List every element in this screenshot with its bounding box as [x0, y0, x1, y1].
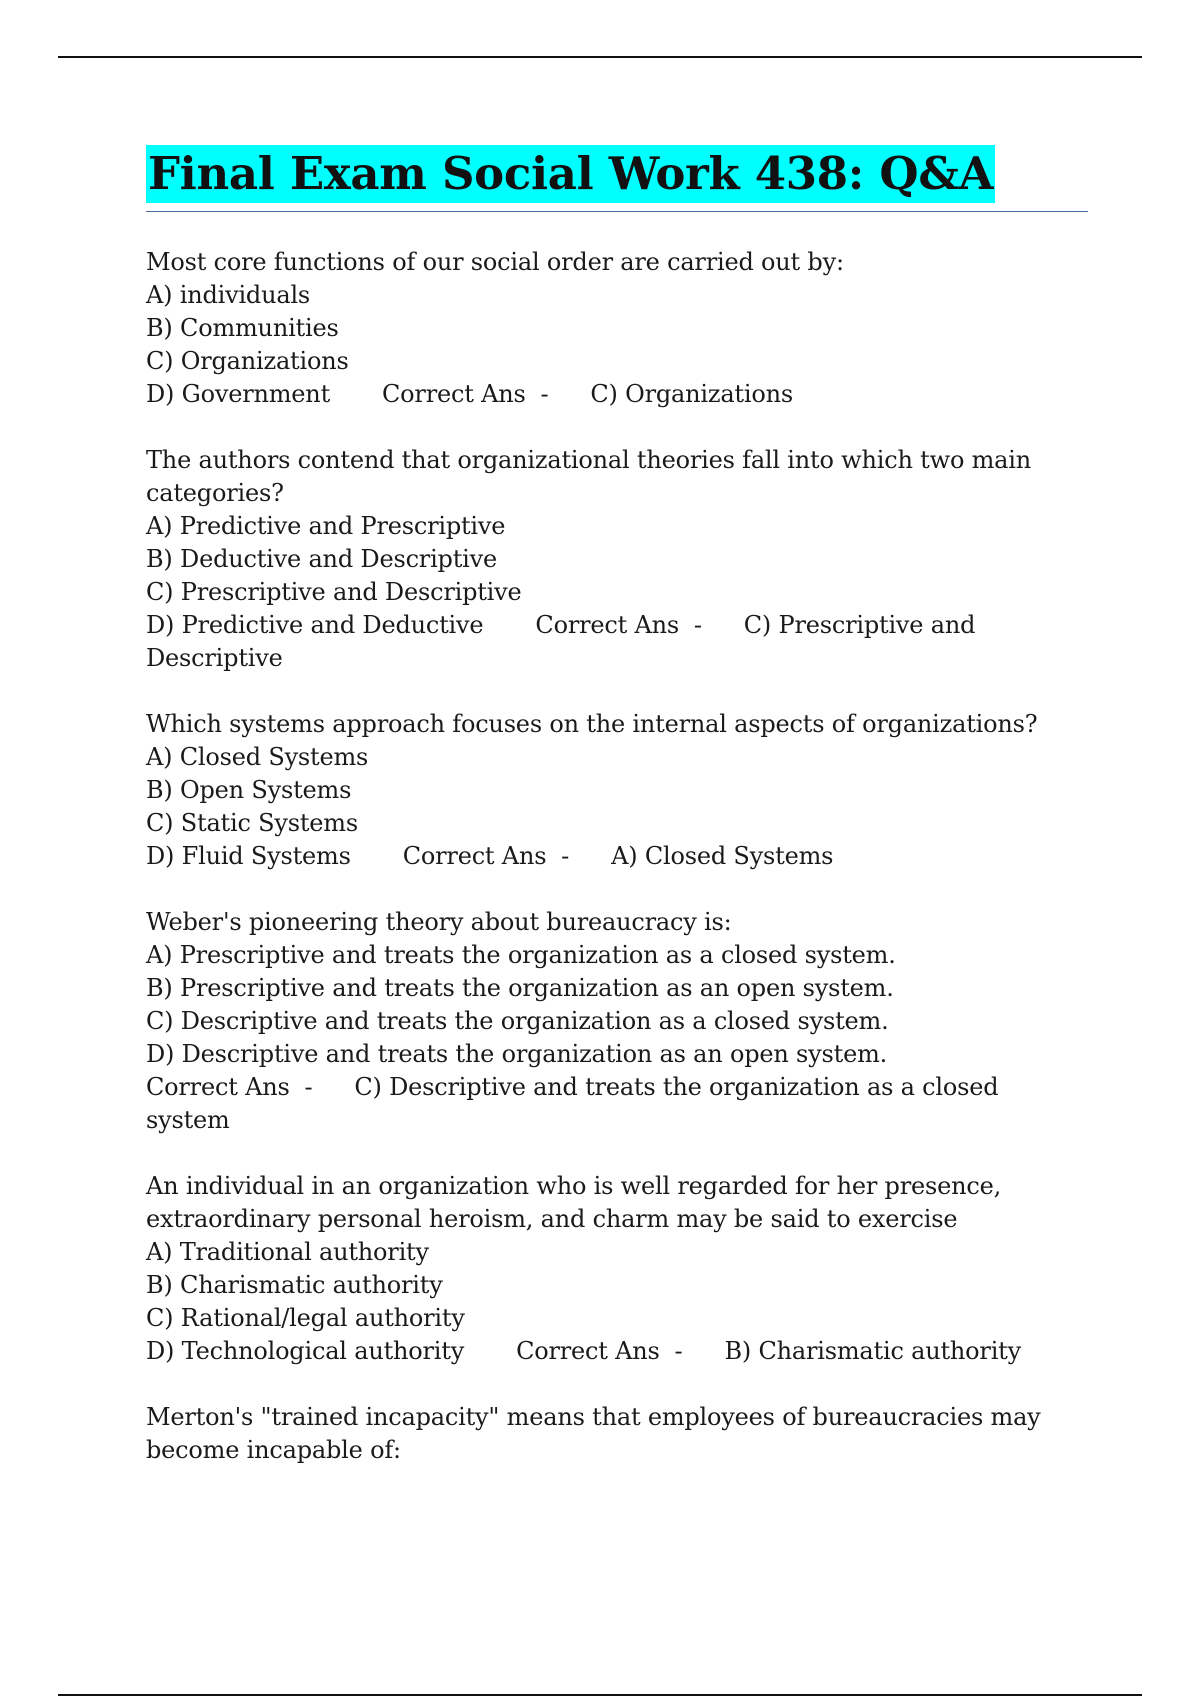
- option: B) Open Systems: [146, 776, 352, 804]
- option: B) Charismatic authority: [146, 1271, 443, 1299]
- answer-label: Correct Ans -: [382, 380, 549, 408]
- title-block: [146, 145, 1088, 212]
- option: B) Communities: [146, 314, 339, 342]
- question-block: [146, 708, 1088, 873]
- option: D) Descriptive and treats the organization as an open system.: [146, 1040, 888, 1068]
- answer-text: C) Organizations: [590, 380, 793, 408]
- option: D) Government: [146, 380, 331, 408]
- option: A) individuals: [146, 281, 311, 309]
- question-block: [146, 444, 1088, 675]
- option: A) Traditional authority: [146, 1238, 429, 1266]
- answer-text: C) Descriptive and treats the organization as a closed system: [146, 1073, 999, 1134]
- question-text: Which systems approach focuses on the internal aspects of organizations?: [146, 710, 1038, 738]
- option-with-answer: [146, 378, 1088, 411]
- answer-text: B) Charismatic authority: [724, 1337, 1021, 1365]
- page-title: Final Exam Social Work 438: Q&A: [146, 145, 995, 203]
- option: D) Predictive and Deductive: [146, 611, 484, 639]
- option-with-answer: [146, 840, 1088, 873]
- document-body: [146, 145, 1088, 1500]
- answer-label: Correct Ans -: [535, 611, 702, 639]
- option: C) Prescriptive and Descriptive: [146, 578, 522, 606]
- answer-label: Correct Ans -: [402, 842, 570, 870]
- option: C) Descriptive and treats the organization as a closed system.: [146, 1007, 889, 1035]
- option: D) Fluid Systems: [146, 842, 351, 870]
- top-rule: [58, 56, 1142, 58]
- option: C) Static Systems: [146, 809, 358, 837]
- option: B) Deductive and Descriptive: [146, 545, 498, 573]
- question-text: Weber's pioneering theory about bureaucracy is:: [146, 908, 732, 936]
- answer-text: C) Prescriptive and Descriptive: [146, 611, 976, 672]
- answer-label: Correct Ans -: [516, 1337, 683, 1365]
- option: C) Rational/legal authority: [146, 1304, 465, 1332]
- option: A) Predictive and Prescriptive: [146, 512, 506, 540]
- question-block: [146, 906, 1088, 1137]
- option: A) Closed Systems: [146, 743, 369, 771]
- option: A) Prescriptive and treats the organization as a closed system.: [146, 941, 896, 969]
- bottom-rule: [58, 1694, 1142, 1696]
- question-text: An individual in an organization who is well regarded for her presence, extraordinary personal heroism, and charm may be said to exercise: [146, 1172, 1002, 1233]
- question-text: Most core functions of our social order are carried out by:: [146, 248, 844, 276]
- option-with-answer: [146, 1038, 1088, 1137]
- question-text: Merton's "trained incapacity" means that employees of bureaucracies may become incapable of:: [146, 1403, 1041, 1464]
- option: D) Technological authority: [146, 1337, 465, 1365]
- question-block: [146, 1170, 1088, 1368]
- answer-label: Correct Ans -: [146, 1073, 313, 1101]
- option: C) Organizations: [146, 347, 349, 375]
- question-block: [146, 246, 1088, 411]
- question-text: The authors contend that organizational theories fall into which two main categories?: [146, 446, 1032, 507]
- option-with-answer: [146, 609, 1088, 675]
- answer-text: A) Closed Systems: [611, 842, 834, 870]
- option-with-answer: [146, 1335, 1088, 1368]
- option: B) Prescriptive and treats the organization as an open system.: [146, 974, 894, 1002]
- question-block: [146, 1401, 1088, 1467]
